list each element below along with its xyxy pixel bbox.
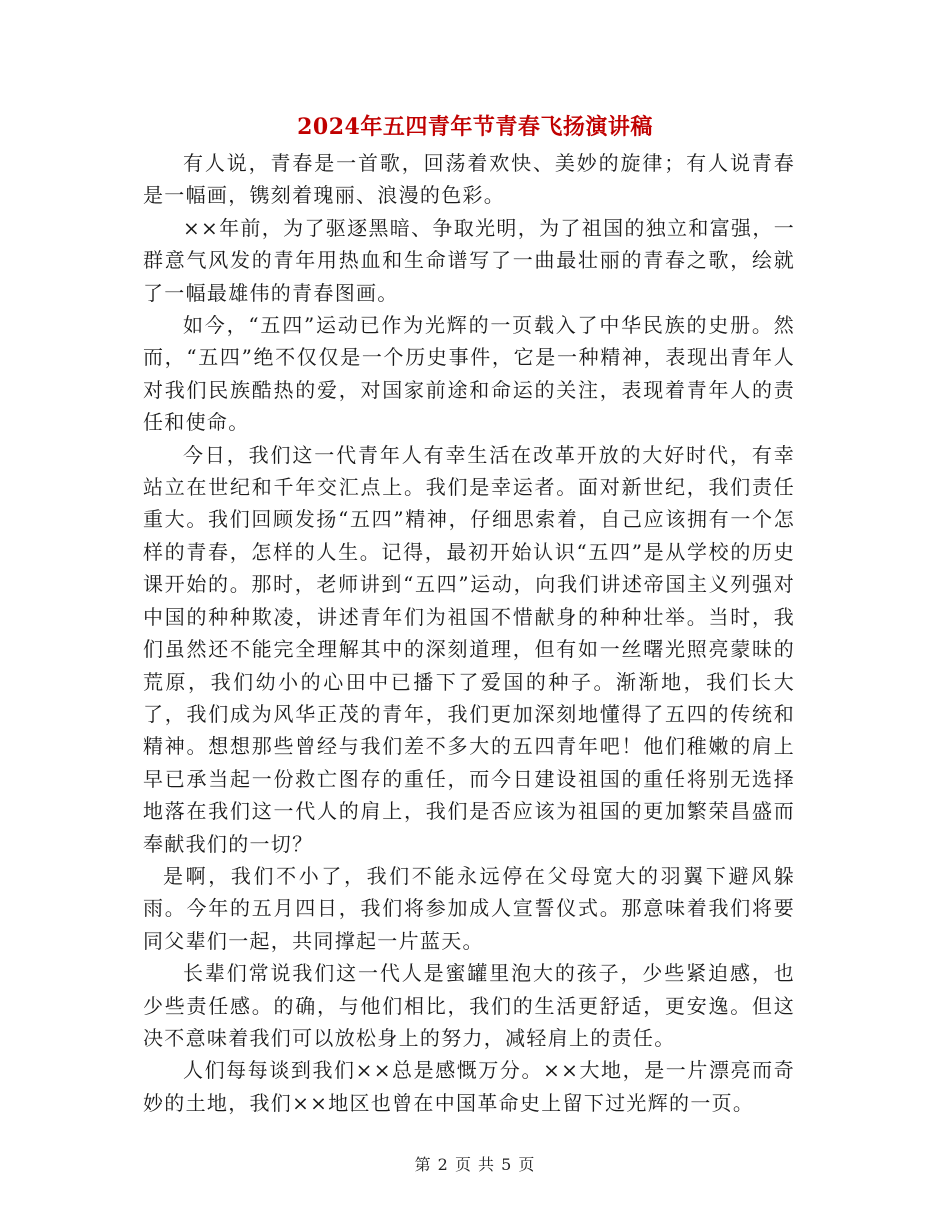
paragraph: 人们每每谈到我们××总是感慨万分。××大地，是一片漂亮而奇妙的土地，我们××地区也曾在中国革命史上留下过光辉的一页。 — [143, 1058, 795, 1115]
document-title: 2024年五四青年节青春飞扬演讲稿 — [297, 114, 653, 140]
paragraph: 如今，“五四”运动已作为光辉的一页载入了中华民族的史册。然而，“五四”绝不仅仅是一个历史事件，它是一种精神，表现出青年人对我们民族酷热的爱，对国家前途和命运的关注，表现着青年人的责任和使命。 — [143, 313, 795, 435]
page-number-footer: 第 2 页 共 5 页 — [414, 1155, 536, 1174]
paragraph: 有人说，青春是一首歌，回荡着欢快、美妙的旋律；有人说青春是一幅画，镌刻着瑰丽、浪漫的色彩。 — [143, 151, 795, 208]
paragraph: 今日，我们这一代青年人有幸生活在改革开放的大好时代，有幸站立在世纪和千年交汇点上。我们是幸运者。面对新世纪，我们责任重大。我们回顾发扬“五四”精神，仔细思索着，自己应该拥有一个怎样的青春，怎样的人生。记得，最初开始认识“五四”是从学校的历史课开始的。那时，老师讲到“五四”运动，向我们讲述帝国主义列强对中国的种种欺凌，讲述青年们为祖国不惜献身的种种壮举。当时，我们虽然还不能完全理解其中的深刻道理，但有如一丝曙光照亮蒙昧的荒原，我们幼小的心田中已播下了爱国的种子。渐渐地，我们长大了，我们成为风华正茂的青年，我们更加深刻地懂得了五四的传统和精神。想想那些曾经与我们差不多大的五四青年吧！他们稚嫩的肩上早已承当起一份救亡图存的重任，而今日建设祖国的重任将别无选择地落在我们这一代人的肩上，我们是否应该为祖国的更加繁荣昌盛而奉献我们的一切？ — [143, 442, 795, 856]
paragraph: 长辈们常说我们这一代人是蜜罐里泡大的孩子，少些紧迫感，也少些责任感。的确，与他们相比，我们的生活更舒适，更安逸。但这决不意味着我们可以放松身上的努力，减轻肩上的责任。 — [143, 961, 795, 1050]
paragraph: 是啊，我们不小了，我们不能永远停在父母宽大的羽翼下避风躲雨。今年的五月四日，我们将参加成人宣誓仪式。那意味着我们将要同父辈们一起，共同撑起一片蓝天。 — [143, 863, 795, 953]
paragraph: ××年前，为了驱逐黑暗、争取光明，为了祖国的独立和富强，一群意气风发的青年用热血和生命谱写了一曲最壮丽的青春之歌，绘就了一幅最雄伟的青春图画。 — [143, 215, 795, 305]
document-body — [143, 147, 795, 1119]
